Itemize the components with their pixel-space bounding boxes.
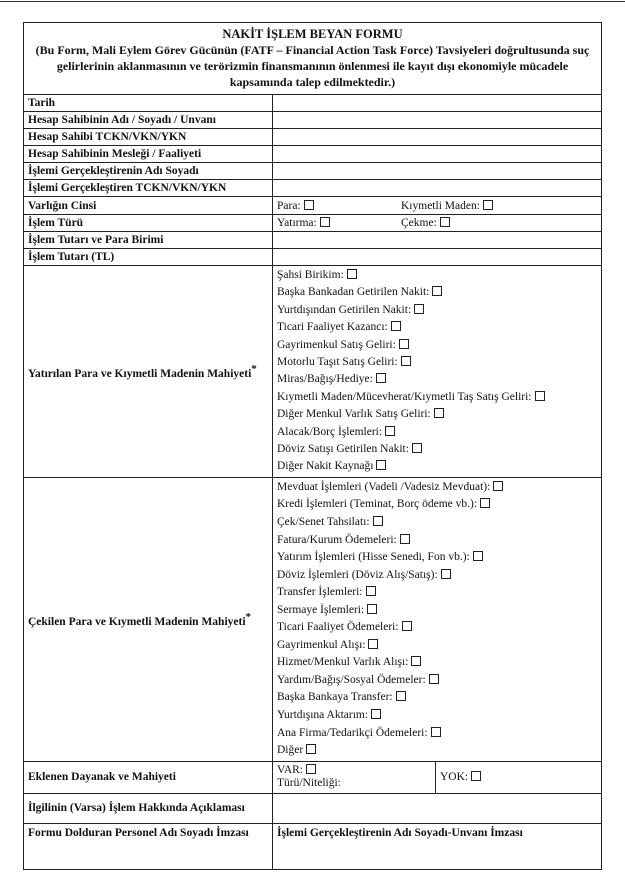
cekilen-footnote-mark: * xyxy=(245,610,252,623)
cekilen-option-label: Çek/Senet Tahsilatı: xyxy=(277,515,370,528)
checkbox-yok[interactable] xyxy=(471,771,481,781)
yatirilan-option[interactable] xyxy=(277,424,597,441)
label-hesap-sahibi-tckn: Hesap Sahibi TCKN/VKN/YKN xyxy=(24,129,273,146)
option-yok-label: YOK: xyxy=(440,771,469,784)
cekilen-option[interactable] xyxy=(277,637,597,655)
cekilen-option[interactable] xyxy=(277,672,597,690)
yatirilan-option-label: Diğer Nakit Kaynağı xyxy=(277,460,374,473)
cekilen-option[interactable] xyxy=(277,514,597,532)
field-ilgili-islem-aciklamasi[interactable] xyxy=(273,793,602,823)
cekilen-option[interactable] xyxy=(277,689,597,707)
yatirilan-checkbox[interactable] xyxy=(432,286,442,296)
cekilen-checkbox[interactable] xyxy=(493,481,503,491)
yatirilan-option-label: Diğer Menkul Varlık Satış Geliri: xyxy=(277,408,431,421)
field-islemi-gerceklestiren-tckn[interactable] xyxy=(273,180,602,197)
label-varlik-cinsi: Varlığın Cinsi xyxy=(24,197,273,215)
option-yatirma-label: Yatırma: xyxy=(277,217,317,229)
option-cekme[interactable] xyxy=(401,215,450,231)
islem-turu-options xyxy=(273,215,602,232)
cekilen-option-label: Fatura/Kurum Ödemeleri: xyxy=(277,533,397,546)
cekilen-option-label: Hizmet/Menkul Varlık Alışı: xyxy=(277,656,409,669)
cekilen-option-label: Kredi İşlemleri (Teminat, Borç ödeme vb.): xyxy=(277,498,478,511)
yatirilan-checkbox[interactable] xyxy=(376,373,386,383)
cash-declaration-form xyxy=(23,22,602,870)
form-subtitle: (Bu Form, Mali Eylem Görev Gücünün (FATF – Financial Action Task Force) Tavsiyeleri doğrultusunda suç gelirlerinin aklanmasının ve terörizmin finansmanının önlenmesi ile kayıt dışı ekonomiyle mücadele kapsamında talep edilmektedir.) xyxy=(35,43,590,89)
field-tarih[interactable] xyxy=(273,95,602,112)
yatirilan-checkbox[interactable] xyxy=(385,426,395,436)
field-hesap-sahibi-meslegi[interactable] xyxy=(273,146,602,163)
dayanak-yok-cell xyxy=(436,761,602,793)
yatirilan-option[interactable] xyxy=(277,406,597,423)
checkbox-kiymetli-maden[interactable] xyxy=(483,200,493,210)
cekilen-checkbox[interactable] xyxy=(480,498,490,508)
yatirilan-option[interactable] xyxy=(277,302,597,319)
label-islemi-gerceklestiren-adi: İşlemi Gerçekleştirenin Adı Soyadı xyxy=(24,163,273,180)
yatirilan-option-label: Başka Bankadan Getirilen Nakit: xyxy=(277,286,430,299)
yatirilan-option-label: Şahsi Birikim: xyxy=(277,269,344,281)
field-hesap-sahibi-adi[interactable] xyxy=(273,112,602,129)
cekilen-option-label: Sermaye İşlemleri: xyxy=(277,603,365,616)
signature-islemi-gerceklestiren[interactable]: İşlemi Gerçekleştirenin Adı Soyadı-Unvanı İmzası xyxy=(273,823,602,869)
cekilen-checkbox[interactable] xyxy=(411,656,421,666)
cekilen-option-label: Başka Bankaya Transfer: xyxy=(277,691,393,704)
label-hesap-sahibi-meslegi: Hesap Sahibinin Mesleği / Faaliyeti xyxy=(24,146,273,163)
top-rule xyxy=(0,1,625,2)
yatirilan-checkbox[interactable] xyxy=(414,304,424,314)
field-hesap-sahibi-tckn[interactable] xyxy=(273,129,602,146)
form-header xyxy=(24,23,602,95)
yatirilan-option[interactable] xyxy=(277,284,597,301)
yatirilan-option[interactable] xyxy=(277,371,597,388)
label-islem-tutari-tl: İşlem Tutarı (TL) xyxy=(24,249,273,266)
yatirilan-option-label: Miras/Bağış/Hediye: xyxy=(277,373,373,386)
cekilen-option[interactable] xyxy=(277,654,597,672)
label-islem-turu: İşlem Türü xyxy=(24,215,273,232)
cekilen-option[interactable] xyxy=(277,567,597,585)
yatirilan-checkbox[interactable] xyxy=(401,356,411,366)
form-frame xyxy=(23,22,601,870)
yatirilan-option[interactable] xyxy=(277,319,597,336)
yatirilan-checkbox[interactable] xyxy=(399,339,409,349)
cekilen-options-list xyxy=(273,477,602,761)
option-yatirma[interactable] xyxy=(277,215,401,231)
yatirilan-option-label: Yurtdışından Getirilen Nakit: xyxy=(277,303,412,316)
yatirilan-option[interactable] xyxy=(277,458,597,475)
cekilen-checkbox[interactable] xyxy=(373,516,383,526)
yatirilan-option[interactable] xyxy=(277,267,597,284)
yatirilan-option-label: Alacak/Borç İşlemleri: xyxy=(277,425,383,438)
form-title: NAKİT İŞLEM BEYAN FORMU xyxy=(222,27,403,41)
cekilen-checkbox[interactable] xyxy=(431,727,441,737)
cekilen-option[interactable] xyxy=(277,532,597,550)
checkbox-yatirma[interactable] xyxy=(320,217,330,227)
yatirilan-option[interactable] xyxy=(277,441,597,458)
cekilen-checkbox[interactable] xyxy=(367,604,377,614)
cekilen-checkbox[interactable] xyxy=(473,551,483,561)
checkbox-para[interactable] xyxy=(304,200,314,210)
label-turu-niteligi: Türü/Niteliği: xyxy=(277,777,341,790)
yatirilan-option-label: Kıymetli Maden/Mücevherat/Kıymetli Taş Satış Geliri: xyxy=(277,390,532,403)
yatirilan-checkbox[interactable] xyxy=(391,321,401,331)
yatirilan-checkbox[interactable] xyxy=(376,460,386,470)
cekilen-option[interactable] xyxy=(277,479,597,497)
option-kiymetli-maden[interactable] xyxy=(401,198,493,214)
label-yatirilan-mahiyeti xyxy=(24,266,273,478)
label-ilgili-islem-aciklamasi: İlgilinin (Varsa) İşlem Hakkında Açıklaması xyxy=(24,793,273,823)
option-var-label: VAR: xyxy=(277,764,303,777)
yatirilan-checkbox[interactable] xyxy=(412,443,422,453)
option-var[interactable] xyxy=(277,764,431,777)
cekilen-option-label: Yardım/Bağış/Sosyal Ödemeler: xyxy=(277,673,426,686)
cekilen-option[interactable] xyxy=(277,496,597,514)
yatirilan-checkbox[interactable] xyxy=(535,391,545,401)
label-cekilen-mahiyeti xyxy=(24,477,273,761)
yatirilan-label-text: Yatırılan Para ve Kıymetli Madenin Mahiyeti xyxy=(28,367,252,380)
cekilen-option-label: Döviz İşlemleri (Döviz Alış/Satış): xyxy=(277,568,438,581)
option-kiymetli-maden-label: Kıymetli Maden: xyxy=(401,199,480,212)
cekilen-checkbox[interactable] xyxy=(366,586,376,596)
varlik-cinsi-options xyxy=(273,197,602,215)
cekilen-label-text: Çekilen Para ve Kıymetli Madenin Mahiyeti xyxy=(28,615,246,628)
label-eklenen-dayanak: Eklenen Dayanak ve Mahiyeti xyxy=(24,761,273,793)
cekilen-option[interactable] xyxy=(277,725,597,743)
cekilen-option-label: Transfer İşlemleri: xyxy=(277,586,363,599)
cekilen-checkbox[interactable] xyxy=(371,709,381,719)
yatirilan-option-label: Gayrimenkul Satış Geliri: xyxy=(277,338,396,351)
cekilen-option[interactable] xyxy=(277,742,597,760)
cekilen-option-label: Ticari Faaliyet Ödemeleri: xyxy=(277,621,399,634)
checkbox-cekme[interactable] xyxy=(440,217,450,227)
cekilen-checkbox[interactable] xyxy=(400,534,410,544)
cekilen-option-label: Ana Firma/Tedarikçi Ödemeleri: xyxy=(277,726,428,739)
option-para-label: Para: xyxy=(277,199,301,212)
yatirilan-checkbox[interactable] xyxy=(347,269,357,279)
cekilen-checkbox[interactable] xyxy=(396,691,406,701)
yatirilan-options-list xyxy=(273,266,602,478)
label-tarih: Tarih xyxy=(24,95,273,112)
yatirilan-option-label: Döviz Satışı Getirilen Nakit: xyxy=(277,443,409,456)
option-para[interactable] xyxy=(277,198,401,214)
yatirilan-option-label: Motorlu Taşıt Satış Geliri: xyxy=(277,356,398,369)
cekilen-option[interactable] xyxy=(277,602,597,620)
field-islemi-gerceklestiren-adi[interactable] xyxy=(273,163,602,180)
cekilen-option[interactable] xyxy=(277,584,597,602)
cekilen-option-label: Mevduat İşlemleri (Vadeli /Vadesiz Mevduat): xyxy=(277,480,491,493)
yatirilan-option-label: Ticari Faaliyet Kazancı: xyxy=(277,321,388,334)
cekilen-option[interactable] xyxy=(277,549,597,567)
option-yok[interactable] xyxy=(440,771,481,783)
label-hesap-sahibi-adi: Hesap Sahibinin Adı / Soyadı / Unvanı xyxy=(24,112,273,129)
cekilen-option-label: Yatırım İşlemleri (Hisse Senedi, Fon vb.): xyxy=(277,551,470,564)
yatirilan-option[interactable] xyxy=(277,354,597,371)
option-cekme-label: Çekme: xyxy=(401,217,437,229)
cekilen-option-label: Yurtdışına Aktarım: xyxy=(277,708,369,721)
cekilen-checkbox[interactable] xyxy=(441,569,451,579)
cekilen-option-label: Diğer xyxy=(277,744,304,757)
cekilen-checkbox[interactable] xyxy=(402,621,412,631)
cekilen-checkbox[interactable] xyxy=(368,639,378,649)
field-islem-tutari-para-birimi[interactable] xyxy=(273,232,602,249)
yatirilan-checkbox[interactable] xyxy=(434,408,444,418)
label-islemi-gerceklestiren-tckn: İşlemi Gerçekleştiren TCKN/VKN/YKN xyxy=(24,180,273,197)
yatirilan-footnote-mark: * xyxy=(251,363,257,376)
label-islem-tutari-para-birimi: İşlem Tutarı ve Para Birimi xyxy=(24,232,273,249)
dayanak-var-cell xyxy=(273,761,436,793)
cekilen-checkbox[interactable] xyxy=(429,674,439,684)
cekilen-checkbox[interactable] xyxy=(306,744,316,754)
cekilen-option-label: Gayrimenkul Alışı: xyxy=(277,638,366,651)
checkbox-var[interactable] xyxy=(306,764,316,774)
yatirilan-option[interactable] xyxy=(277,389,597,406)
cekilen-option[interactable] xyxy=(277,619,597,637)
yatirilan-option[interactable] xyxy=(277,337,597,354)
signature-personel[interactable]: Formu Dolduran Personel Adı Soyadı İmzası xyxy=(24,823,273,869)
field-islem-tutari-tl[interactable] xyxy=(273,249,602,266)
cekilen-option[interactable] xyxy=(277,707,597,725)
